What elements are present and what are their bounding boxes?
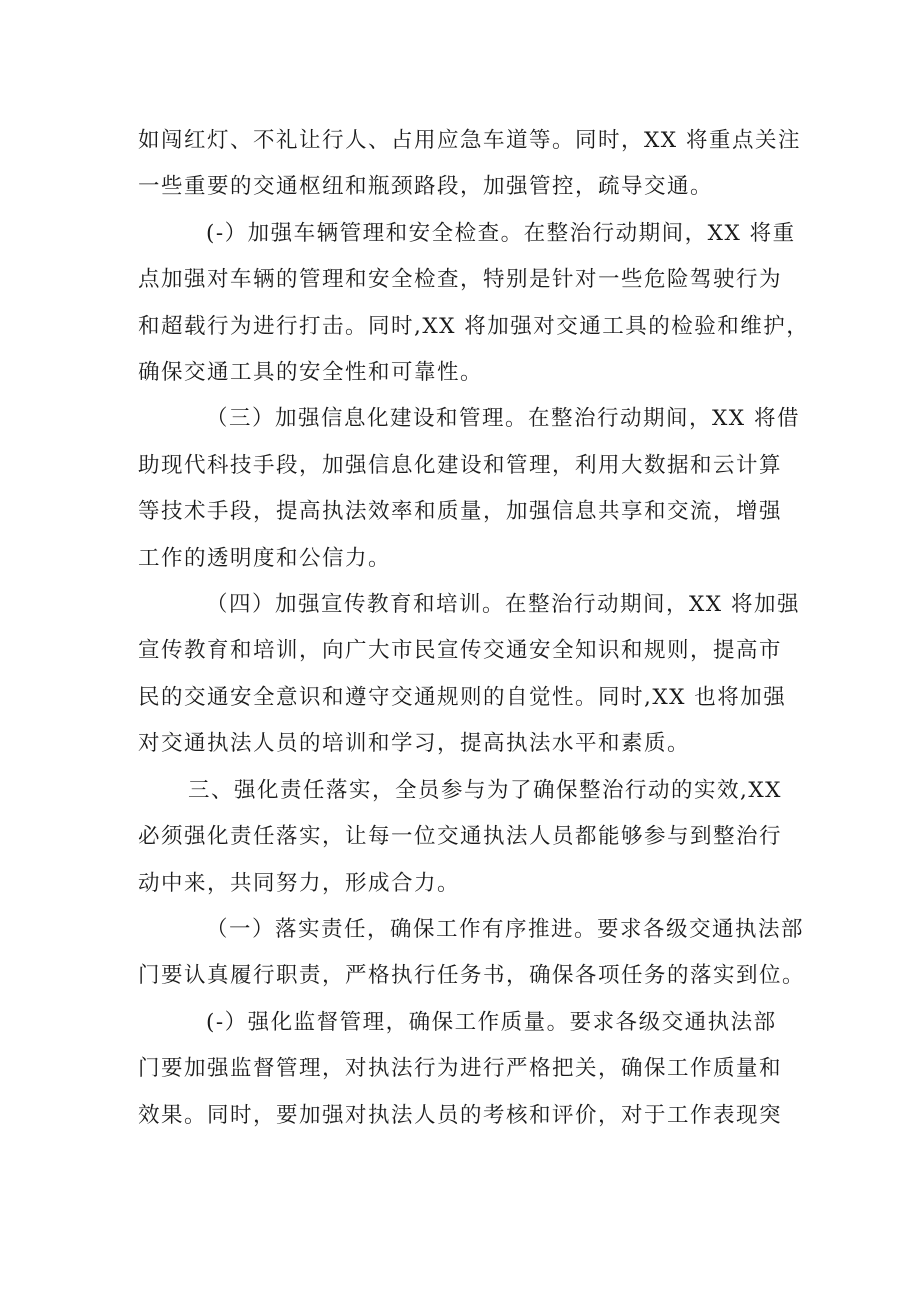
text-line: 点加强对车辆的管理和安全检查，特别是针对一些危险驾驶行为 [138,267,783,293]
text-line: （四）加强宣传教育和培训。在整治行动期间，XX 将加强 [206,592,800,618]
text-line: (-）强化监督管理，确保工作质量。要求各级交通执法部 [206,1009,777,1035]
paragraph-supervision [138,1000,798,1139]
text-line: 效果。同时，要加强对执法人员的考核和评价，对于工作表现突 [138,1102,783,1128]
text-line: 确保交通工具的安全性和可靠性。 [138,360,484,386]
text-line: 宣传教育和培训，向广大市民宣传交通安全知识和规则，提高市 [138,638,783,664]
text-line: 必须强化责任落实，让每一位交通执法人员都能够参与到整治行 [138,824,783,850]
paragraph-traffic-violations [138,118,801,211]
paragraph-informatization [138,396,798,582]
paragraph-vehicle-management [138,211,810,397]
text-line: 工作的透明度和公信力。 [138,545,392,571]
text-line: 门要认真履行职责，严格执行任务书，确保各项任务的落实到位。 [138,963,806,989]
text-line: 动中来，共同努力，形成合力。 [138,870,461,896]
section-heading-responsibility [138,768,798,907]
paragraph-implement-responsibility [138,907,806,1000]
text-line: 门要加强监督管理，对执法行为进行严格把关，确保工作质量和 [138,1056,783,1082]
text-line: 助现代科技手段，加强信息化建设和管理，利用大数据和云计算 [138,452,783,478]
text-line: 民的交通安全意识和遵守交通规则的自觉性。同时,XX 也将加强 [138,684,787,710]
text-line: （一）落实责任，确保工作有序推进。要求各级交通执法部 [206,916,805,942]
text-line: （三）加强信息化建设和管理。在整治行动期间，XX 将借 [206,406,800,432]
text-line: 等技术手段，提高执法效率和质量，加强信息共享和交流，增强 [138,499,783,525]
text-line: 如闯红灯、不礼让行人、占用应急车道等。同时，XX 将重点关注 [138,128,801,153]
text-line: 和超载行为进行打击。同时,XX 将加强对交通工具的检验和维护， [138,313,810,339]
text-line: 对交通执法人员的培训和学习，提高执法水平和素质。 [138,731,691,757]
text-line: 一些重要的交通枢纽和瓶颈路段，加强管控，疏导交通。 [138,174,714,200]
text-line: (-）加强车辆管理和安全检查。在整治行动期间，XX 将重 [206,220,796,246]
document-body [138,118,810,1139]
paragraph-publicity-training [138,582,798,768]
text-line: 三、强化责任落实，全员参与为了确保整治行动的实效,XX [188,777,782,803]
